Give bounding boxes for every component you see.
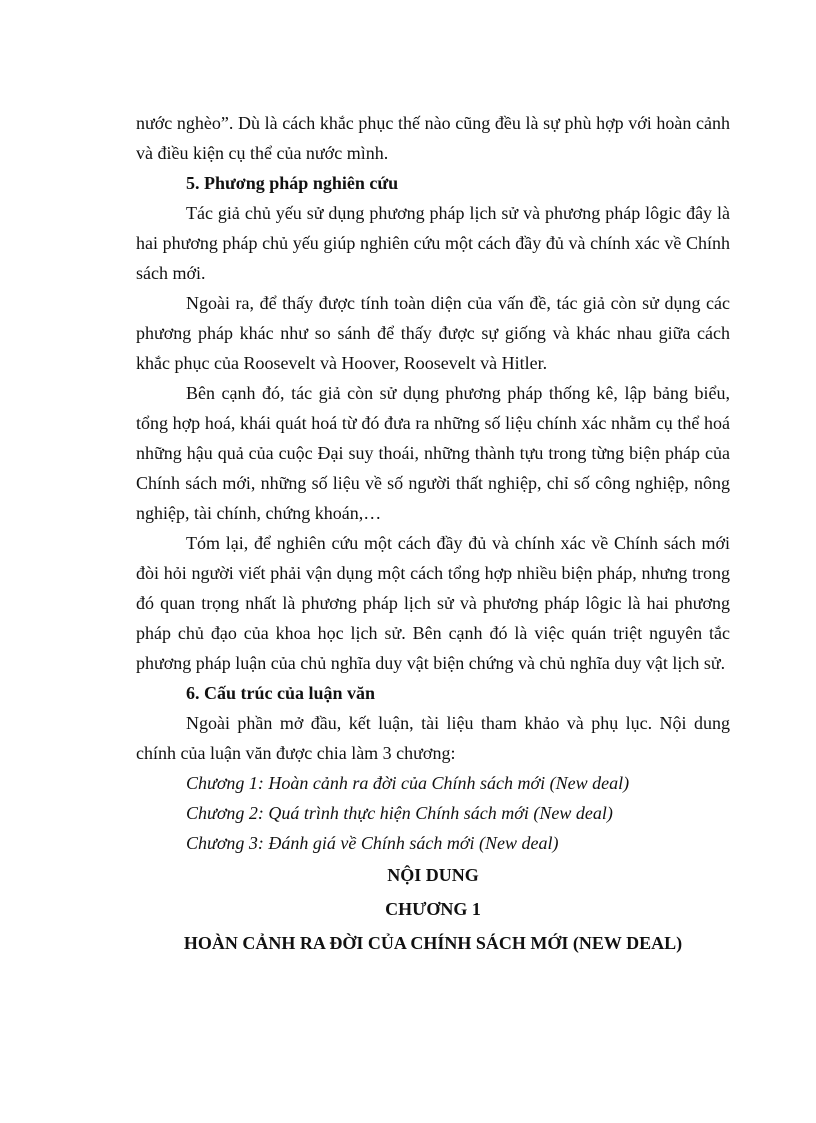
chapter-list-item-3: Chương 3: Đánh giá về Chính sách mới (New deal)	[186, 833, 559, 853]
paragraph-structure: Ngoài phần mở đầu, kết luận, tài liệu tham khảo và phụ lục. Nội dung chính của luận văn được chia làm 3 chương:	[136, 713, 730, 763]
page-content	[136, 108, 730, 958]
paragraph-methods-other: Ngoài ra, để thấy được tính toàn diện của vấn đề, tác giả còn sử dụng các phương pháp khác như so sánh để thấy được sự giống và khác nhau giữa cách khắc phục của Roosevelt và Hoover, Roosevelt và Hitler.	[136, 293, 730, 373]
paragraph-continuation: nước nghèo”. Dù là cách khắc phục thế nào cũng đều là sự phù hợp với hoàn cảnh và điều kiện cụ thể của nước mình.	[136, 113, 730, 163]
paragraph-methods-summary: Tóm lại, để nghiên cứu một cách đầy đủ và chính xác về Chính sách mới đòi hỏi người viết phải vận dụng một cách tổng hợp nhiều biện pháp, nhưng trong đó quan trọng nhất là phương pháp lịch sử và phương pháp lôgic là hai phương pháp chủ đạo của khoa học lịch sử. Bên cạnh đó là việc quán triệt nguyên tắc phương pháp luận của chủ nghĩa duy vật biện chứng và chủ nghĩa duy vật lịch sử.	[136, 533, 730, 673]
chapter-list-item-2: Chương 2: Quá trình thực hiện Chính sách mới (New deal)	[186, 803, 613, 823]
heading-thesis-structure: 6. Cấu trúc của luận văn	[186, 683, 376, 703]
paragraph-methods-main: Tác giả chủ yếu sử dụng phương pháp lịch sử và phương pháp lôgic đây là hai phương pháp chủ yếu giúp nghiên cứu một cách đầy đủ và chính xác về Chính sách mới.	[136, 203, 730, 283]
paragraph-methods-statistics: Bên cạnh đó, tác giả còn sử dụng phương pháp thống kê, lập bảng biểu, tổng hợp hoá, khái quát hoá từ đó đưa ra những số liệu chính xác nhằm cụ thể hoá những hậu quả của cuộc Đại suy thoái, những thành tựu trong từng biện pháp của Chính sách mới, những số liệu về số người thất nghiệp, chỉ số công nghiệp, nông nghiệp, tài chính, chứng khoán,…	[136, 383, 730, 523]
chapter-list-item-1: Chương 1: Hoàn cảnh ra đời của Chính sách mới (New deal)	[186, 773, 630, 793]
chapter-subtitle: HOÀN CẢNH RA ĐỜI CỦA CHÍNH SÁCH MỚI (NEW DEAL)	[183, 933, 683, 953]
heading-research-methods: 5. Phương pháp nghiên cứu	[186, 173, 399, 193]
content-title: NỘI DUNG	[387, 865, 479, 885]
chapter-title: CHƯƠNG 1	[385, 899, 481, 919]
